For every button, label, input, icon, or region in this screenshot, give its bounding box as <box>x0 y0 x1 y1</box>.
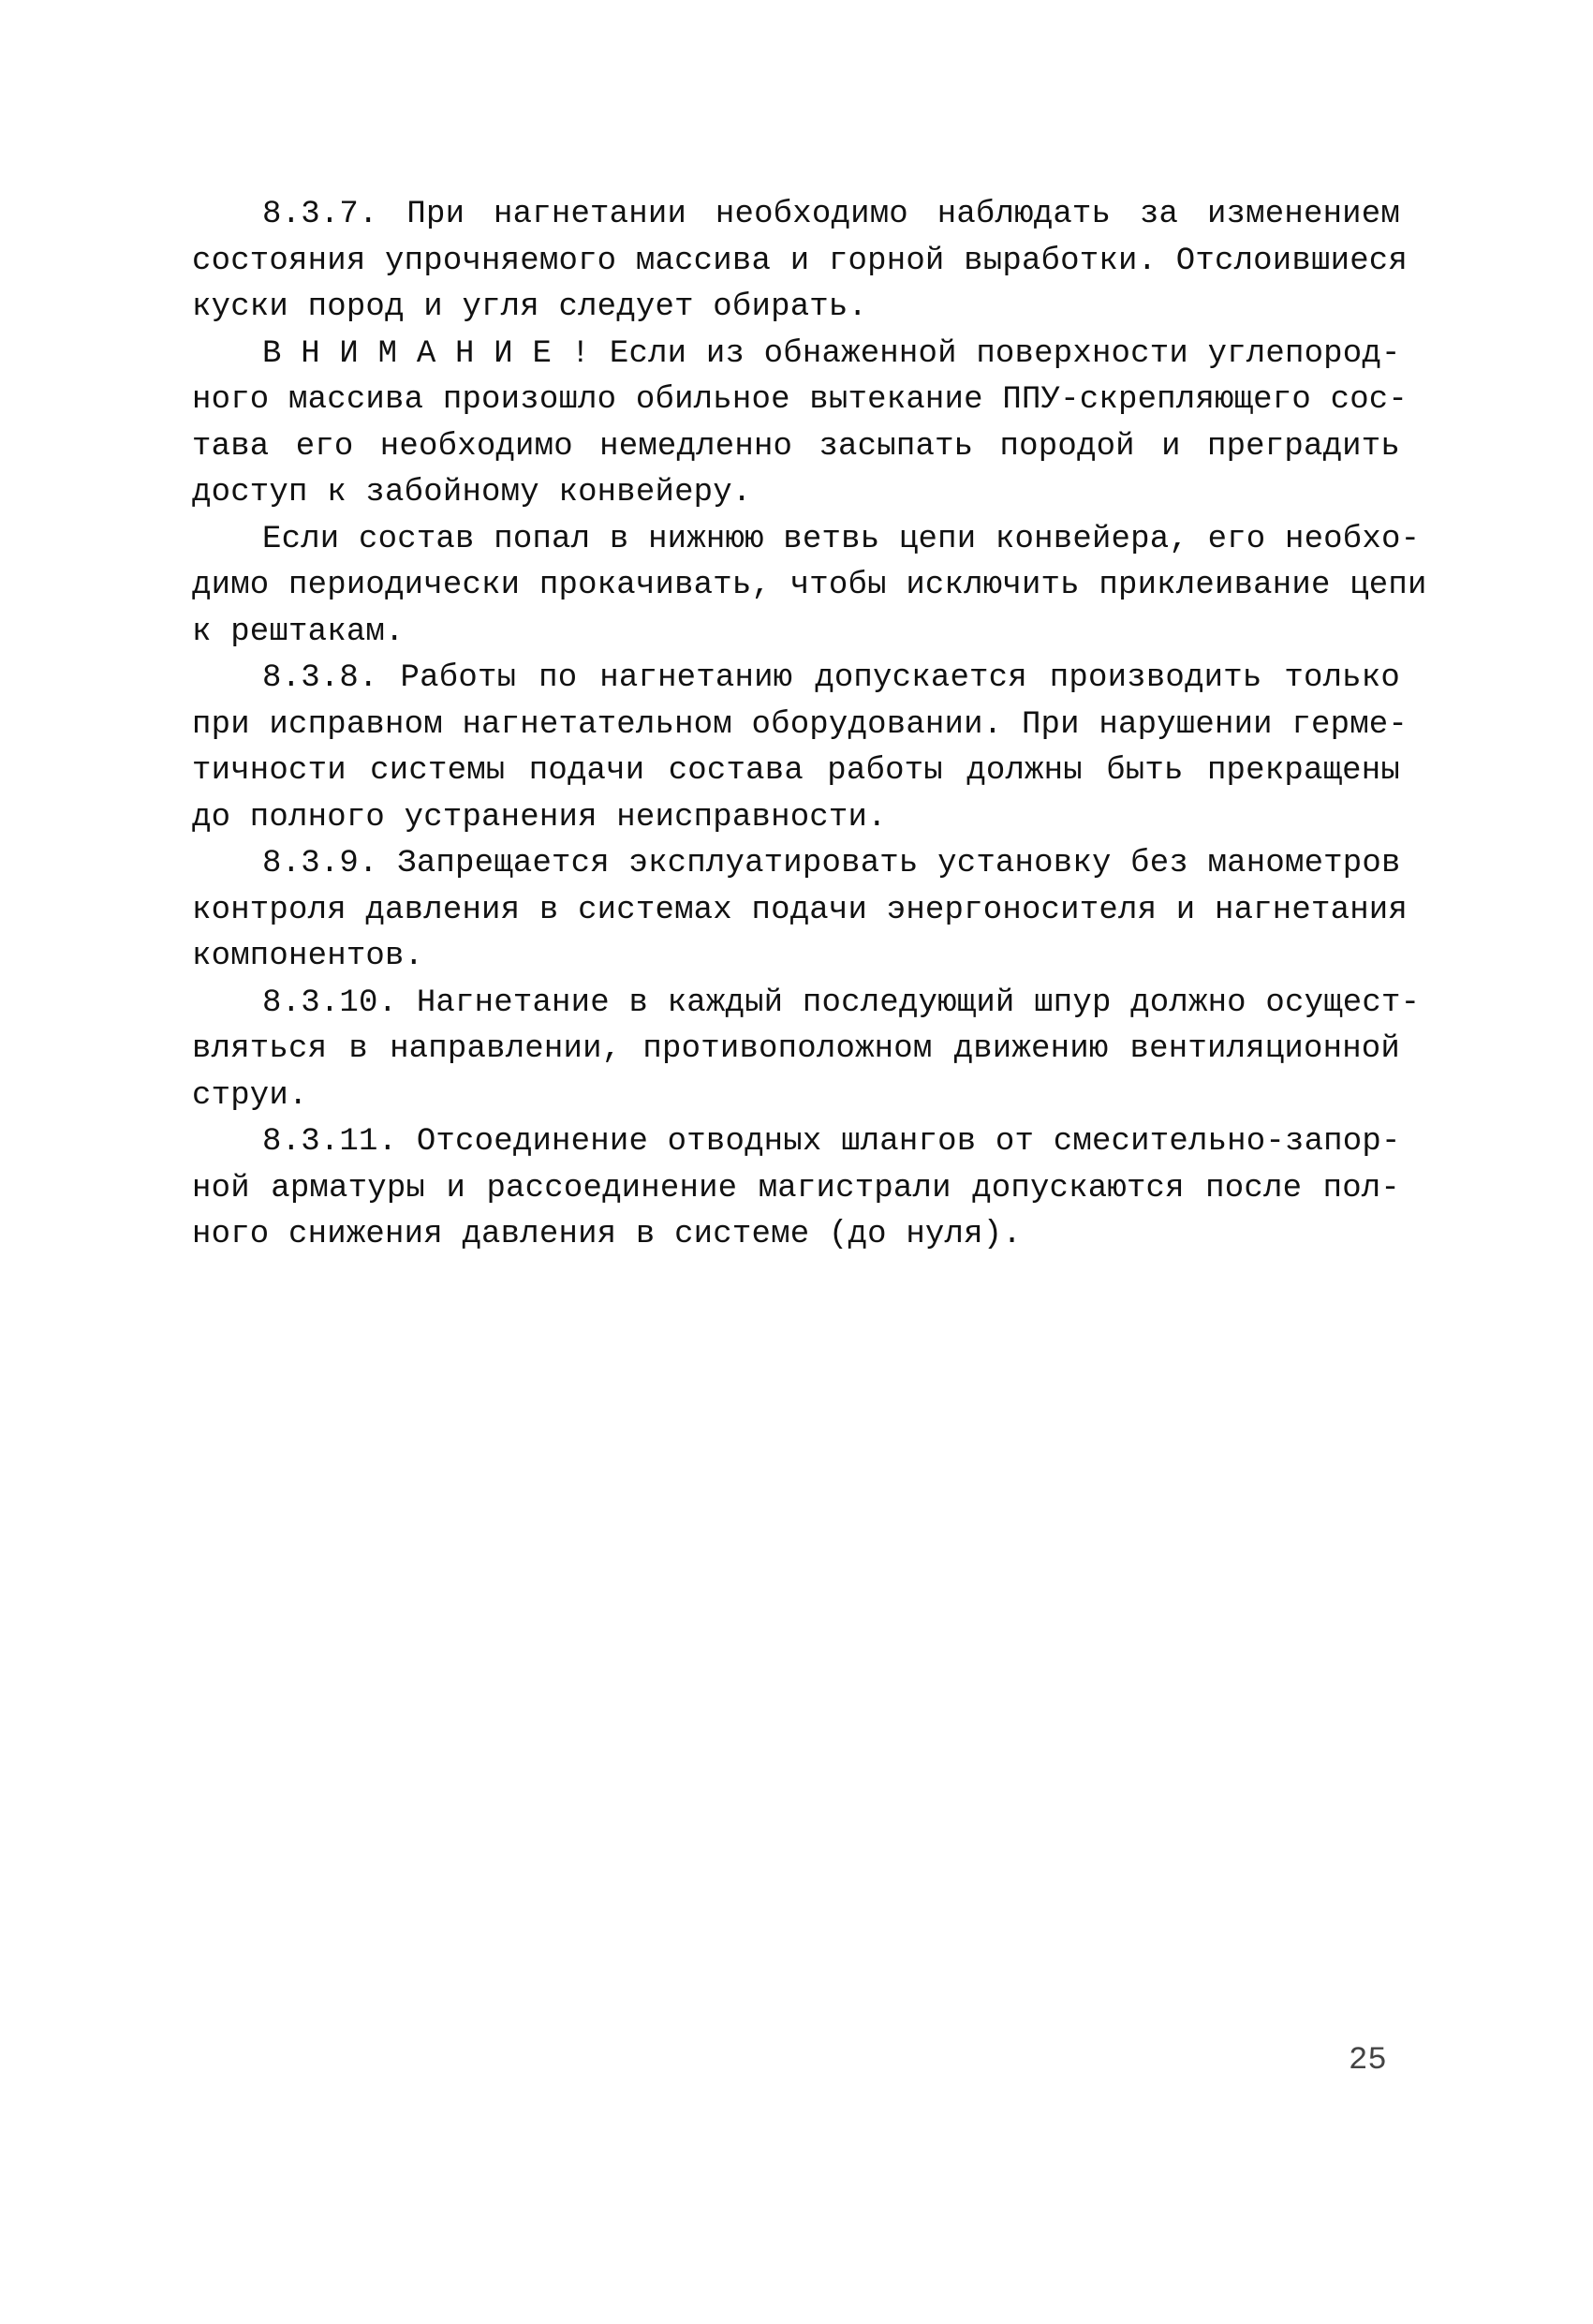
paragraph-8-3-9-line-3: компонентов. <box>192 939 424 974</box>
paragraph-8-3-7-line-3: куски пород и угля следует обирать. <box>192 289 868 325</box>
paragraph-8-3-7-line-1: 8.3.7. При нагнетании необходимо наблюдать за изменением <box>262 197 1400 232</box>
paragraph-8-3-11-line-3: ного снижения давления в системе (до нуля). <box>192 1217 1022 1252</box>
paragraph-8-3-8-line-2: при исправном нагнетательном оборудовании. При нарушении герме- <box>192 706 1409 743</box>
body-text <box>192 192 1427 1259</box>
paragraph-8-3-9-line-1: 8.3.9. Запрещается эксплуатировать установку без манометров <box>262 846 1401 881</box>
paragraph-8-3-10-line-1: 8.3.10. Нагнетание в каждый последующий шпур должно осущест- <box>262 984 1421 1021</box>
conveyor-paragraph-line-1: Если состав попал в нижнюю ветвь цепи конвейера, его необхо- <box>262 521 1421 557</box>
paragraph-8-3-11-line-2: ной арматуры и рассоединение магистрали допускаются после пол- <box>192 1170 1400 1206</box>
page-number: 25 <box>1349 2043 1387 2079</box>
paragraph-8-3-8-line-1: 8.3.8. Работы по нагнетанию допускается производить только <box>262 660 1400 696</box>
conveyor-paragraph-line-2: димо периодически прокачивать, чтобы исключить приклеивание цепи <box>192 568 1427 603</box>
warning-paragraph-line-1: В Н И М А Н И Е ! Если из обнаженной поверхности углепород- <box>262 335 1401 372</box>
warning-paragraph-line-2: ного массива произошло обильное вытекание ППУ-скрепляющего сос- <box>192 382 1409 418</box>
warning-paragraph-line-4: доступ к забойному конвейеру. <box>192 475 752 511</box>
paragraph-8-3-7-line-2: состояния упрочняемого массива и горной выработки. Отслоившиеся <box>192 243 1409 279</box>
paragraph-8-3-11-line-1: 8.3.11. Отсоединение отводных шлангов от смесительно-запор- <box>262 1124 1401 1160</box>
paragraph-8-3-8-line-3: тичности системы подачи состава работы должны быть прекращены <box>192 753 1400 789</box>
paragraph-8-3-8-line-4: до полного устранения неисправности. <box>192 799 887 836</box>
conveyor-paragraph-line-3: к рештакам. <box>192 614 405 650</box>
warning-paragraph-line-3: тава его необходимо немедленно засыпать породой и преградить <box>192 428 1400 465</box>
paragraph-8-3-10-line-3: струи. <box>192 1077 308 1114</box>
paragraph-8-3-9-line-2: контроля давления в системах подачи энергоносителя и нагнетания <box>192 892 1409 928</box>
paragraph-8-3-10-line-2: вляться в направлении, противоположном движению вентиляционной <box>192 1031 1400 1067</box>
